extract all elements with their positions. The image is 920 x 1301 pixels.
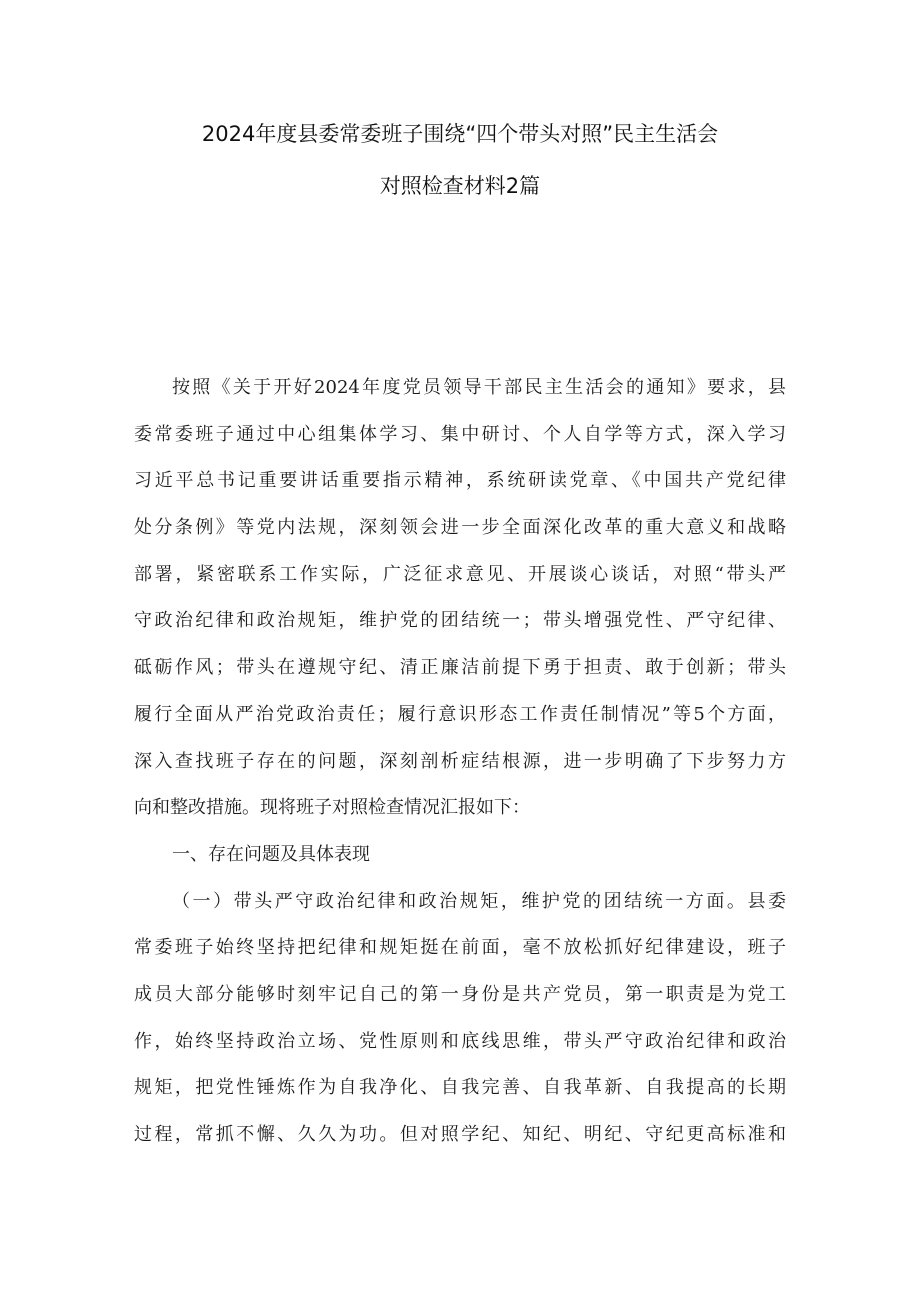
paragraph-1-line: 部署，紧密联系工作实际，广泛征求意见、开展谈心谈话，对照“带头严 bbox=[134, 563, 786, 585]
document-body bbox=[134, 365, 786, 1159]
paragraph-3-line: 作，始终坚持政治立场、党性原则和底线思维，带头严守政治纪律和政治 bbox=[134, 1030, 786, 1052]
paragraph-1-line: 习近平总书记重要讲话重要指示精神，系统研读党章、《中国共产党纪律 bbox=[134, 470, 786, 492]
document-title-line-2: 对照检查材料2篇 bbox=[379, 174, 541, 198]
paragraph-3-line: 规矩，把党性锤炼作为自我净化、自我完善、自我革新、自我提高的长期 bbox=[134, 1077, 786, 1099]
paragraph-1-line: 守政治纪律和政治规矩，维护党的团结统一；带头增强党性、严守纪律、 bbox=[134, 610, 786, 632]
paragraph-1-line: 深入查找班子存在的问题，深刻剖析症结根源，进一步明确了下步努力方 bbox=[134, 750, 786, 772]
paragraph-1-line: 委常委班子通过中心组集体学习、集中研讨、个人自学等方式，深入学习 bbox=[134, 423, 786, 445]
paragraph-1-line: 履行全面从严治党政治责任；履行意识形态工作责任制情况”等5个方面， bbox=[134, 703, 786, 725]
paragraph-3-line: 成员大部分能够时刻牢记自己的第一身份是共产党员，第一职责是为党工 bbox=[134, 983, 786, 1005]
document-title-line-1: 2024年度县委常委班子围绕“四个带头对照”民主生活会 bbox=[201, 122, 719, 146]
paragraph-3-line: 过程，常抓不懈、久久为功。但对照学纪、知纪、明纪、守纪更高标准和 bbox=[134, 1124, 786, 1145]
paragraph-1-line: 向和整改措施。现将班子对照检查情况汇报如下： bbox=[134, 797, 530, 819]
paragraph-3-line: 常委班子始终坚持把纪律和规矩挺在前面，毫不放松抓好纪律建设，班子 bbox=[134, 937, 786, 959]
paragraph-1-line: 按照《关于开好2024年度党员领导干部民主生活会的通知》要求，县 bbox=[172, 377, 786, 398]
section-heading: 一、存在问题及具体表现 bbox=[172, 843, 370, 865]
paragraph-1-line: 处分条例》等党内法规，深刻领会进一步全面深化改革的重大意义和战略 bbox=[134, 517, 786, 539]
paragraph-1-line: 砥砺作风；带头在遵规守纪、清正廉洁前提下勇于担责、敢于创新；带头 bbox=[134, 657, 786, 679]
paragraph-3-line: （一）带头严守政治纪律和政治规矩，维护党的团结统一方面。县委 bbox=[172, 890, 786, 912]
